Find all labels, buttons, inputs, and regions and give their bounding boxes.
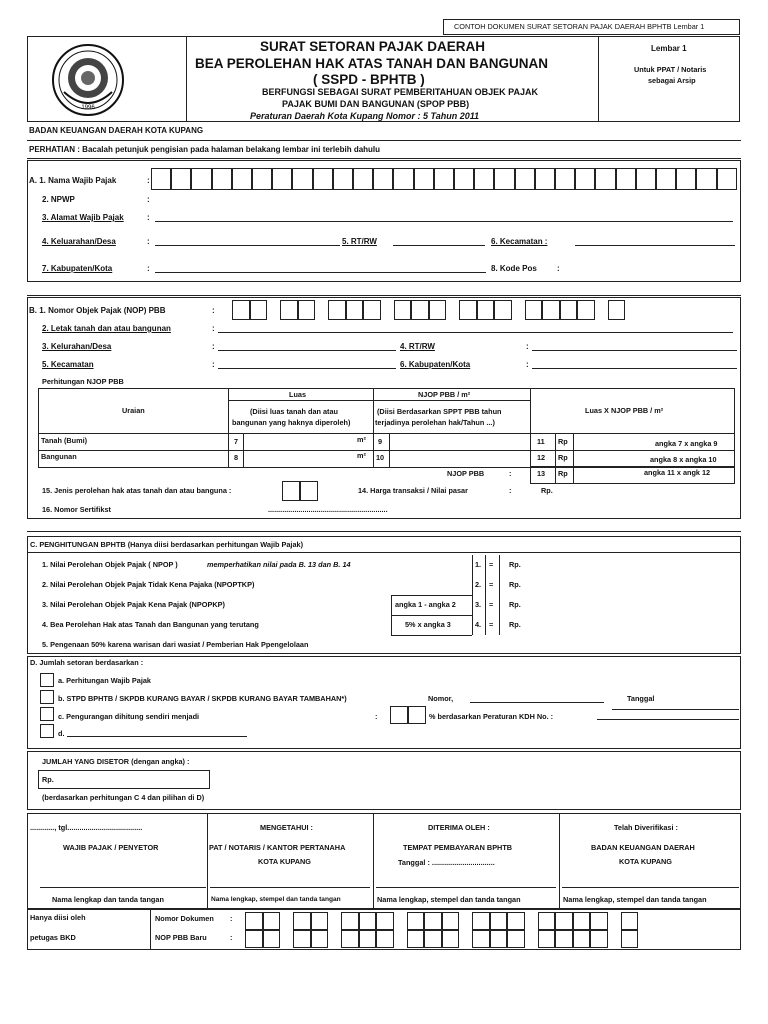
seal-year: 1996 [81, 105, 95, 111]
nop-baru-cell-18[interactable] [621, 930, 639, 948]
nop-cell-2[interactable] [250, 300, 268, 320]
nama-wp-cell-13[interactable] [393, 168, 413, 190]
nop-baru-cell-17[interactable] [590, 930, 608, 948]
nop-cell-10[interactable] [429, 300, 447, 320]
footer-cell-14[interactable] [538, 912, 556, 930]
kelurahan-b-field[interactable] [218, 350, 396, 351]
wajib-pajak-title: WAJIB PAJAK / PENYETOR [63, 843, 159, 852]
label-kelurahan-b: 3. Kelurahan/Desa [42, 342, 112, 351]
nop-baru-cell-12[interactable] [490, 930, 508, 948]
pengurangan-box-2[interactable] [408, 706, 426, 724]
section-c-frame [27, 536, 741, 654]
nama-wp-cell-2[interactable] [171, 168, 191, 190]
footer-cell-13[interactable] [507, 912, 525, 930]
title-3: ( SSPD - BPHTB ) [313, 72, 425, 87]
c2-label: 2. Nilai Perolehan Objek Pajak Tidak Kena Pajaka (NPOPTKP) [42, 580, 255, 589]
nop-baru-cell-15[interactable] [555, 930, 573, 948]
nama-wp-cell-4[interactable] [212, 168, 232, 190]
kecamatan-field[interactable] [575, 245, 735, 246]
nop-baru-cell-1[interactable] [245, 930, 263, 948]
nama-wp-cell-14[interactable] [414, 168, 434, 190]
title-1: SURAT SETORAN PAJAK DAERAH [260, 39, 486, 54]
footer-cell-16[interactable] [573, 912, 591, 930]
nama-wp-cell-5[interactable] [232, 168, 252, 190]
nop-baru-label: NOP PBB Baru [155, 933, 207, 942]
nama-wp-cell-22[interactable] [575, 168, 595, 190]
nop-cell-16[interactable] [560, 300, 578, 320]
footer-cell-11[interactable] [472, 912, 490, 930]
tbl-luasx: Luas X NJOP PBB / m² [585, 406, 664, 415]
d-tanggal-field[interactable] [612, 709, 739, 710]
nop-cell-1[interactable] [232, 300, 250, 320]
label-kodepos: 8. Kode Pos [491, 264, 537, 273]
c5-label: 5. Pengenaan 50% karena warisan dari wasiat / Pemberian Hak Ppengelolaan [42, 640, 309, 649]
rtrw-b-field[interactable] [532, 350, 737, 351]
sertifikat-field[interactable]: ........................................................... [268, 505, 388, 514]
footer-cell-15[interactable] [555, 912, 573, 930]
nama-ttd-1: Nama lengkap dan tanda tangan [52, 895, 164, 904]
checkbox-d-c[interactable] [40, 707, 54, 721]
label-harga-transaksi: 14. Harga transaksi / Nilai pasar [358, 486, 468, 495]
sign-line-tempat[interactable] [376, 887, 556, 888]
label-kabupaten-b: 6. Kabupaten/Kota [400, 360, 471, 369]
rtrw-field[interactable] [393, 245, 485, 246]
footer-cell-5[interactable] [341, 912, 359, 930]
letak-field[interactable] [218, 332, 733, 333]
label-jenis-perolehan: 15. Jenis perolehan hak atas tanah dan atau banguna : [42, 486, 232, 495]
footer-cell-18[interactable] [621, 912, 639, 930]
nop-baru-cell-16[interactable] [573, 930, 591, 948]
nama-wp-cell-3[interactable] [191, 168, 211, 190]
place-date: ............, tgl..................................... [30, 823, 143, 832]
footer-cell-9[interactable] [424, 912, 442, 930]
nama-ttd-2: Nama lengkap, stempel dan tanda tangan [211, 896, 341, 903]
nama-wp-cell-29[interactable] [717, 168, 737, 190]
checkbox-d-b[interactable] [40, 690, 54, 704]
footer-cell-6[interactable] [359, 912, 377, 930]
d-c-label: c. Pengurangan dihitung sendiri menjadi [58, 712, 200, 721]
label-rtrw-b: 4. RT/RW [400, 342, 435, 351]
label-kecamatan-b: 5. Kecamatan [42, 360, 94, 369]
kecamatan-b-field[interactable] [218, 368, 396, 369]
nama-wp-cell-8[interactable] [292, 168, 312, 190]
nama-wp-cell-1[interactable] [151, 168, 171, 190]
nama-wp-cell-10[interactable] [333, 168, 353, 190]
checkbox-d-d[interactable] [40, 724, 54, 738]
diverifikasi: Telah Diverifikasi : [614, 823, 678, 832]
subtitle-1: BERFUNGSI SEBAGAI SURAT PEMBERITAHUAN OBJEK PAJAK [262, 87, 539, 97]
label-kabupaten: 7. Kabupaten/Kota [42, 264, 113, 273]
tempat-tanggal: Tanggal : ............................... [398, 858, 495, 867]
untuk-label-1: Untuk PPAT / Notaris [634, 65, 707, 74]
hanya-label-1: Hanya diisi oleh [30, 913, 86, 922]
nama-wp-cell-24[interactable] [616, 168, 636, 190]
tempat-title: TEMPAT PEMBAYARAN BPHTB [403, 843, 513, 852]
regional-seal-icon [50, 42, 126, 118]
bkd-title: BADAN KEUANGAN DAERAH [591, 843, 695, 852]
tbl-njop: NJOP PBB / m² [418, 390, 471, 399]
nama-wp-cell-20[interactable] [535, 168, 555, 190]
footer-cell-17[interactable] [590, 912, 608, 930]
nama-wp-cell-28[interactable] [696, 168, 716, 190]
footer-cell-7[interactable] [376, 912, 394, 930]
nop-baru-cell-10[interactable] [442, 930, 460, 948]
njop-total-label: NJOP PBB [447, 469, 485, 478]
subtitle-3: Peraturan Daerah Kota Kupang Nomor : 5 Tahun 2011 [250, 111, 480, 121]
nop-cell-4[interactable] [298, 300, 316, 320]
nama-wp-cell-11[interactable] [353, 168, 373, 190]
jenis-perolehan-box-2[interactable] [300, 481, 318, 501]
lembar-label: Lembar 1 [651, 44, 687, 53]
d-nomor-field[interactable] [470, 702, 604, 703]
kelurahan-field[interactable] [155, 245, 340, 246]
d-d-field[interactable] [67, 736, 247, 737]
untuk-label-2: sebagai Arsip [648, 76, 696, 85]
tbl-luas: Luas [289, 390, 307, 399]
alamat-wp-field[interactable] [155, 221, 733, 222]
nop-cell-18[interactable] [608, 300, 626, 320]
nama-wp-cell-18[interactable] [494, 168, 514, 190]
perhatian-note: PERHATIAN : Bacalah petunjuk pengisian pada halaman belakang lembar ini terlebih dahulu [29, 145, 381, 154]
nama-wp-cell-26[interactable] [656, 168, 676, 190]
nop-cell-17[interactable] [577, 300, 595, 320]
jumlah-input[interactable] [38, 770, 210, 789]
row-bangunan: Bangunan [41, 452, 77, 461]
kabupaten-b-field[interactable] [532, 368, 737, 369]
footer-cell-4[interactable] [311, 912, 329, 930]
label-rtrw: 5. RT/RW [342, 237, 377, 246]
label-alamat-wp: 3. Alamat Wajib Pajak [42, 213, 124, 222]
sign-line-ppat[interactable] [210, 887, 370, 888]
checkbox-d-a[interactable] [40, 673, 54, 687]
d-a-label: a. Perhitungan Wajib Pajak [58, 676, 151, 685]
nop-cell-7[interactable] [363, 300, 381, 320]
d-kdh-field[interactable] [597, 719, 739, 720]
doc-label: CONTOH DOKUMEN SURAT SETORAN PAJAK DAERAH BPHTB Lembar 1 [454, 22, 705, 31]
jenis-perolehan-box-1[interactable] [282, 481, 300, 501]
nama-wp-cell-17[interactable] [474, 168, 494, 190]
nop-cell-9[interactable] [411, 300, 429, 320]
hanya-label-2: petugas BKD [30, 933, 76, 942]
jumlah-note: (berdasarkan perhitungan C 4 dan pilihan di D) [42, 793, 205, 802]
footer-cell-12[interactable] [490, 912, 508, 930]
nomor-dokumen-label: Nomor Dokumen [155, 914, 214, 923]
d-b-label: b. STPD BPHTB / SKPDB KURANG BAYAR / SKPDB KURANG BAYAR TAMBAHAN*) [58, 694, 347, 703]
calc-12: angka 8 x angka 10 [650, 455, 717, 464]
row-tanah: Tanah (Bumi) [41, 436, 88, 445]
footer-cell-3[interactable] [293, 912, 311, 930]
label-kecamatan: 6. Kecamatan : [491, 237, 548, 246]
title-2: BEA PEROLEHAN HAK ATAS TANAH DAN BANGUNAN [195, 56, 548, 71]
section-c-title: C. PENGHITUNGAN BPHTB (Hanya diisi berdasarkan perhitungan Wajib Pajak) [30, 540, 304, 549]
nama-wp-cell-16[interactable] [454, 168, 474, 190]
sign-line-wp[interactable] [40, 887, 206, 888]
c4-label: 4. Bea Perolehan Hak atas Tanah dan Bangunan yang terutang [42, 620, 259, 629]
nop-baru-cell-5[interactable] [341, 930, 359, 948]
nop-cell-15[interactable] [542, 300, 560, 320]
calc-11: angka 7 x angka 9 [655, 439, 718, 448]
tbl-uraian: Uraian [122, 406, 145, 415]
label-npwp: 2. NPWP [42, 195, 75, 204]
diterima: DITERIMA OLEH : [428, 823, 490, 832]
nop-baru-cell-2[interactable] [263, 930, 281, 948]
nama-wp-cell-9[interactable] [313, 168, 333, 190]
c3-label: 3. Nilai Perolehan Objek Pajak Kena Pajak (NPOPKP) [42, 600, 225, 609]
footer-cell-10[interactable] [442, 912, 460, 930]
nama-wp-cell-21[interactable] [555, 168, 575, 190]
ppat-title: PAT / NOTARIS / KANTOR PERTANAHA [209, 843, 346, 852]
nama-wp-cell-6[interactable] [252, 168, 272, 190]
nop-cell-11[interactable] [459, 300, 477, 320]
subtitle-2: PAJAK BUMI DAN BANGUNAN (SPOP PBB) [282, 99, 470, 109]
nama-wp-cell-12[interactable] [373, 168, 393, 190]
footer-cell-8[interactable] [407, 912, 425, 930]
nop-baru-cell-7[interactable] [376, 930, 394, 948]
calc-13: angka 11 x angk 12 [644, 468, 711, 477]
label-kelurahan: 4. Keluarahan/Desa [42, 237, 116, 246]
nama-wp-cell-7[interactable] [272, 168, 292, 190]
nop-baru-cell-14[interactable] [538, 930, 556, 948]
section-d-title: D. Jumlah setoran berdasarkan : [30, 658, 144, 667]
footer-cell-1[interactable] [245, 912, 263, 930]
njop-title: Perhitungan NJOP PBB [42, 377, 124, 386]
nama-ttd-4: Nama lengkap, stempel dan tanda tangan [563, 895, 707, 904]
mengetahui: MENGETAHUI : [260, 823, 313, 832]
nama-wp-cell-19[interactable] [515, 168, 535, 190]
nop-cell-6[interactable] [346, 300, 364, 320]
nop-baru-cell-13[interactable] [507, 930, 525, 948]
nop-baru-cell-6[interactable] [359, 930, 377, 948]
nop-cell-5[interactable] [328, 300, 346, 320]
nama-ttd-3: Nama lengkap, stempel dan tanda tangan [377, 895, 521, 904]
nama-wp-cell-15[interactable] [434, 168, 454, 190]
pengurangan-box-1[interactable] [390, 706, 408, 724]
nop-baru-cell-8[interactable] [407, 930, 425, 948]
nama-wp-cell-23[interactable] [595, 168, 615, 190]
nama-wp-cell-27[interactable] [676, 168, 696, 190]
nop-baru-cell-9[interactable] [424, 930, 442, 948]
nop-cell-3[interactable] [280, 300, 298, 320]
nop-baru-cell-3[interactable] [293, 930, 311, 948]
sign-line-bkd[interactable] [562, 887, 739, 888]
label-nop: B. 1. Nomor Objek Pajak (NOP) PBB [29, 306, 166, 315]
nama-wp-cell-25[interactable] [636, 168, 656, 190]
nop-cell-8[interactable] [394, 300, 412, 320]
c1-label: 1. Nilai Perolehan Objek Pajak ( NPOP ) [42, 560, 178, 569]
nop-baru-cell-4[interactable] [311, 930, 329, 948]
nop-cell-13[interactable] [494, 300, 512, 320]
footer-cell-2[interactable] [263, 912, 281, 930]
d-d-label: d. [58, 729, 65, 738]
kabupaten-field[interactable] [155, 272, 486, 273]
nop-baru-cell-11[interactable] [472, 930, 490, 948]
nop-cell-12[interactable] [477, 300, 495, 320]
nop-cell-14[interactable] [525, 300, 543, 320]
label-sertifikat: 16. Nomor Sertifikst [42, 505, 111, 514]
jumlah-label: JUMLAH YANG DISETOR (dengan angka) : [42, 757, 190, 766]
agency-name: BADAN KEUANGAN DAERAH KOTA KUPANG [29, 126, 204, 135]
label-nama-wp: A. 1. Nama Wajib Pajak [29, 176, 117, 185]
label-letak: 2. Letak tanah dan atau bangunan [42, 324, 171, 333]
